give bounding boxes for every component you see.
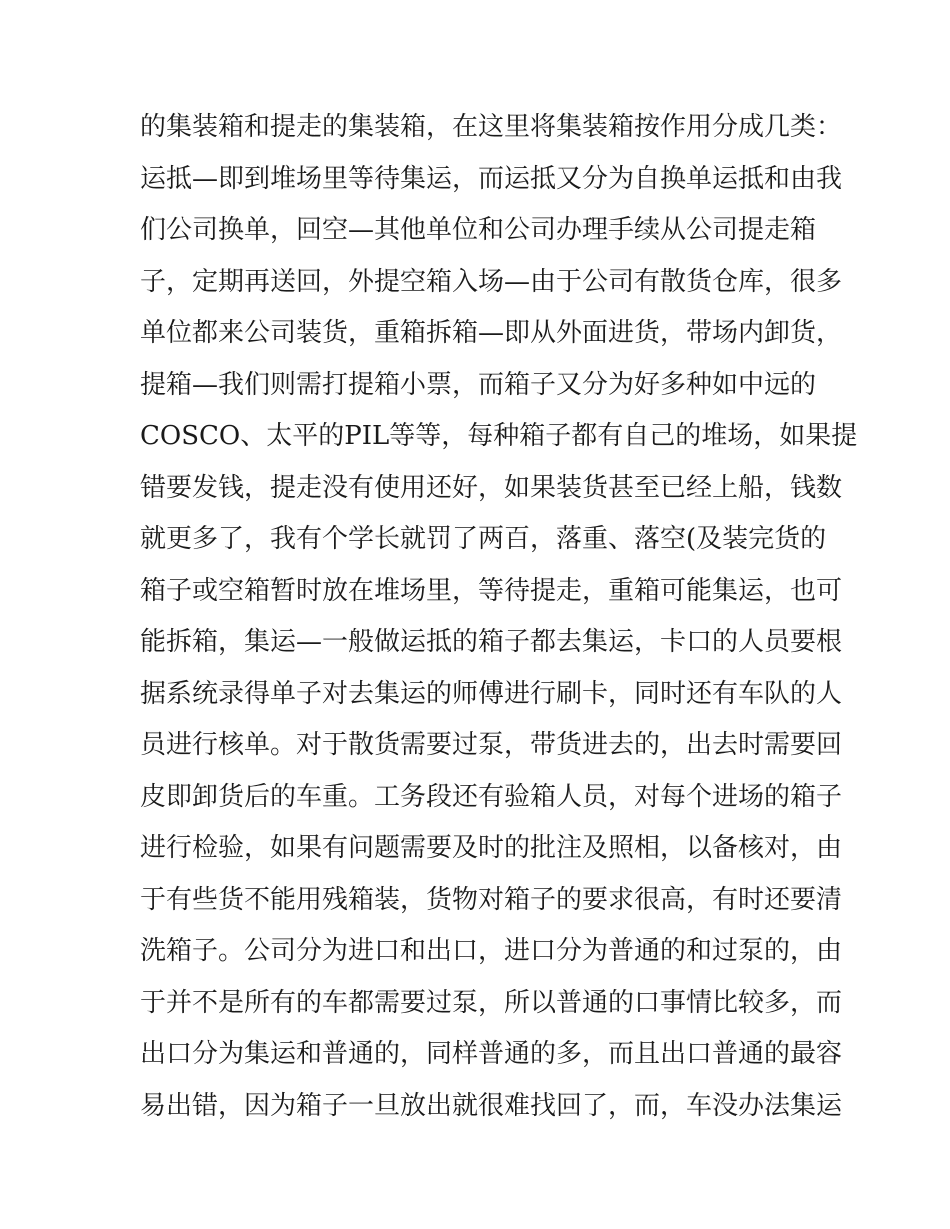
text-line: 于并不是所有的车都需要过泵，所以普通的口事情比较多，而 (140, 987, 843, 1018)
text-line: 提箱—我们则需打提箱小票，而箱子又分为好多种如中远的 (140, 369, 817, 400)
text-line: COSCO、太平的PIL等等，每种箱子都有自己的堆场，如果提 (140, 421, 858, 451)
body-text (140, 102, 858, 1132)
text-line: 易出错，因为箱子一旦放出就很难找回了，而，车没办法集运 (140, 1090, 843, 1121)
text-line: 子，定期再送回，外提空箱入场—由于公司有散货仓库，很多 (140, 266, 843, 297)
text-line: 错要发钱，提走没有使用还好，如果装货甚至已经上船，钱数 (140, 472, 843, 503)
text-line: 们公司换单，回空—其他单位和公司办理手续从公司提走箱 (140, 215, 817, 245)
text-line: 进行检验，如果有问题需要及时的批注及照相，以备核对，由 (140, 833, 843, 863)
text-line: 的集装箱和提走的集装箱，在这里将集装箱按作用分成几类： (140, 112, 843, 142)
text-line: 运抵—即到堆场里等待集运，而运抵又分为自换单运抵和由我 (140, 163, 843, 194)
text-line: 员进行核单。对于散货需要过泵，带货进去的，出去时需要回 (140, 730, 843, 760)
text-line: 出口分为集运和普通的，同样普通的多，而且出口普通的最容 (140, 1039, 843, 1069)
text-line: 单位都来公司装货，重箱拆箱—即从外面进货，带场内卸货， (140, 318, 843, 348)
text-line: 能拆箱，集运—一般做运抵的箱子都去集运，卡口的人员要根 (140, 627, 843, 657)
text-line: 就更多了，我有个学长就罚了两百，落重、落空(及装完货的 (140, 524, 827, 554)
text-line: 洗箱子。公司分为进口和出口，进口分为普通的和过泵的，由 (140, 936, 843, 966)
text-line: 据系统录得单子对去集运的师傅进行刷卡，同时还有车队的人 (140, 678, 843, 709)
text-line: 箱子或空箱暂时放在堆场里，等待提走，重箱可能集运，也可 (140, 575, 843, 606)
text-line: 于有些货不能用残箱装，货物对箱子的要求很高，有时还要清 (140, 884, 843, 915)
text-line: 皮即卸货后的车重。工务段还有验箱人员，对每个进场的箱子 (140, 781, 843, 812)
